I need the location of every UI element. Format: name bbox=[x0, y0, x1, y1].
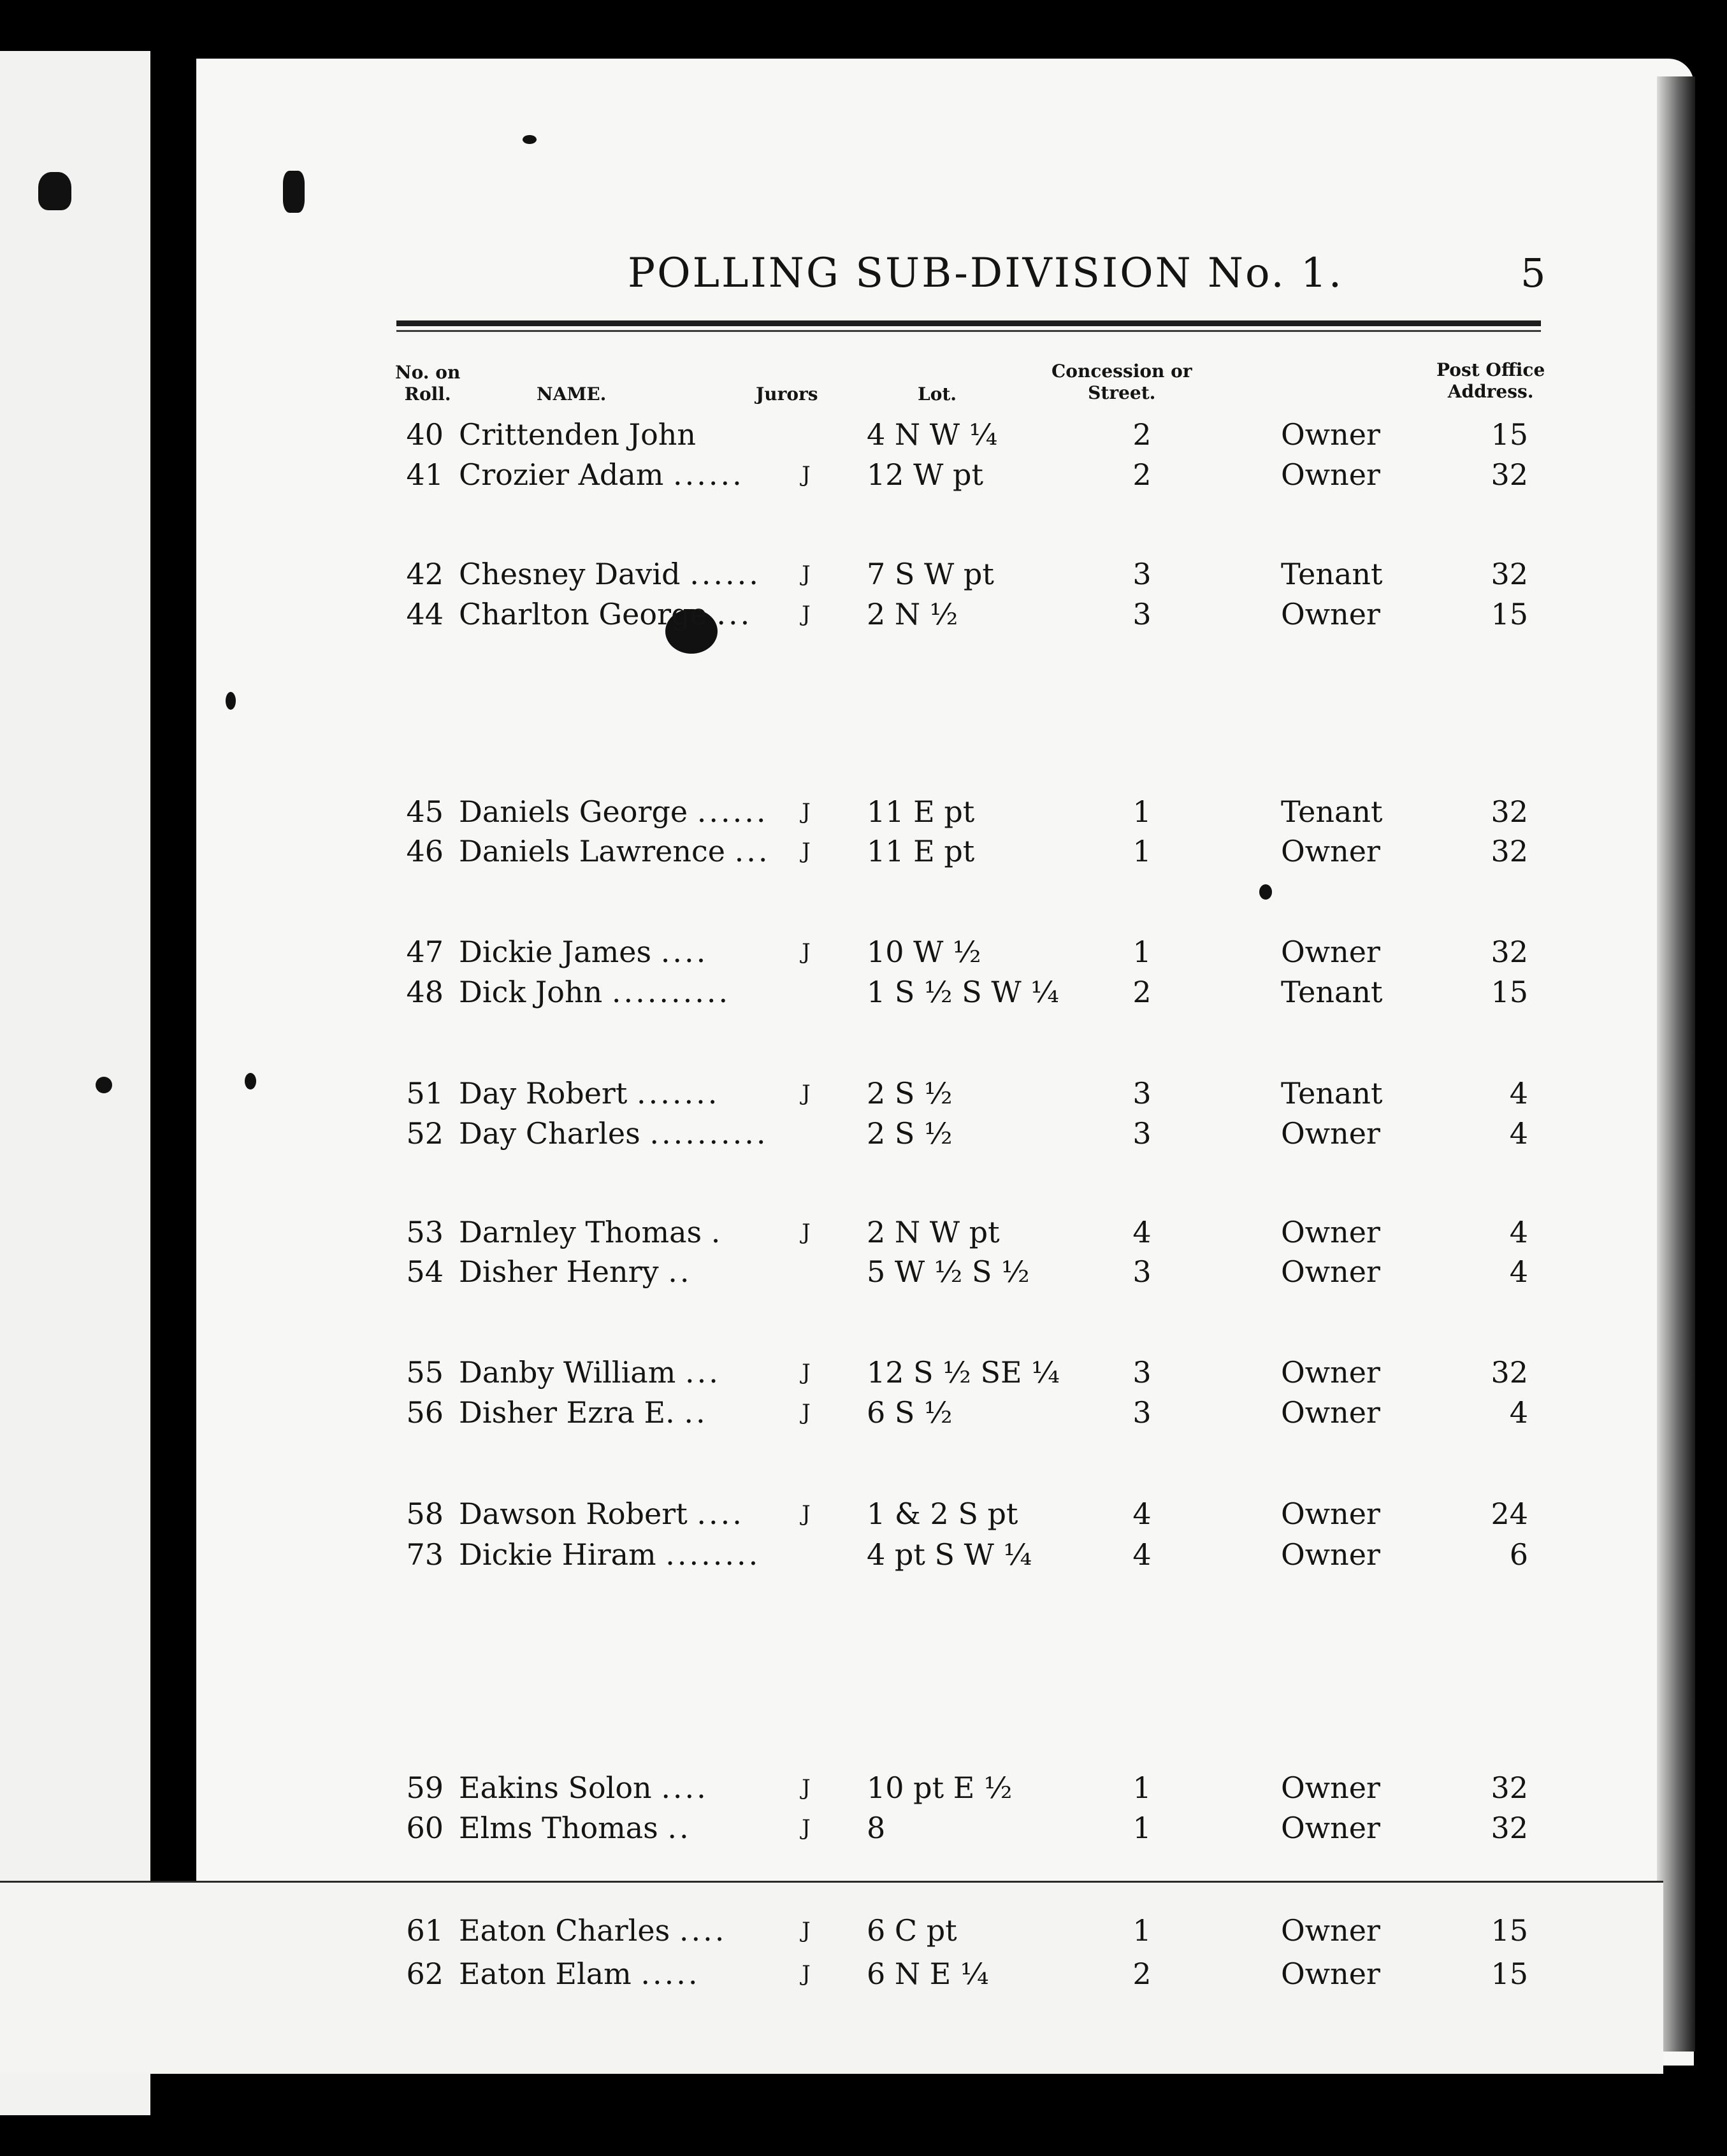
voter-name: Crittenden John bbox=[459, 417, 697, 452]
lot: 11 E pt bbox=[867, 834, 975, 868]
table-row bbox=[0, 933, 1727, 971]
lot: 12 W pt bbox=[867, 457, 983, 492]
voter-name: Elms Thomas .. bbox=[459, 1811, 691, 1845]
table-row bbox=[0, 1495, 1727, 1533]
table-row bbox=[0, 415, 1727, 454]
voter-name: Day Charles .......... bbox=[459, 1116, 769, 1151]
roll-number: 73 bbox=[406, 1537, 444, 1572]
ink-spot bbox=[38, 172, 71, 210]
ink-spot bbox=[226, 692, 236, 710]
voter-name: Eaton Elam ..... bbox=[459, 1957, 700, 1991]
lot: 10 pt E ½ bbox=[867, 1771, 1013, 1805]
tenure-status: Tenant bbox=[1281, 1076, 1383, 1110]
concession: 1 bbox=[1132, 1913, 1152, 1948]
concession: 1 bbox=[1132, 1771, 1152, 1805]
voter-name: Dawson Robert .... bbox=[459, 1497, 744, 1531]
juror-mark: J bbox=[802, 1815, 811, 1841]
table-row bbox=[0, 456, 1727, 494]
ink-spot bbox=[283, 171, 305, 213]
roll-number: 58 bbox=[406, 1497, 444, 1531]
concession: 3 bbox=[1132, 1116, 1152, 1151]
post-office: 4 bbox=[1509, 1215, 1528, 1249]
concession: 2 bbox=[1132, 457, 1152, 492]
post-office: 32 bbox=[1491, 1355, 1528, 1390]
voter-name: Dickie Hiram ........ bbox=[459, 1537, 761, 1572]
juror-mark: J bbox=[802, 1081, 811, 1106]
concession: 3 bbox=[1132, 557, 1152, 591]
ink-spot bbox=[1259, 884, 1272, 900]
table-row bbox=[0, 1809, 1727, 1847]
post-office: 32 bbox=[1491, 457, 1528, 492]
roll-number: 44 bbox=[406, 597, 444, 631]
post-office: 4 bbox=[1509, 1254, 1528, 1289]
concession: 3 bbox=[1132, 1076, 1152, 1110]
voter-name: Day Robert ....... bbox=[459, 1076, 720, 1110]
concession: 3 bbox=[1132, 597, 1152, 631]
lot: 4 N W ¼ bbox=[867, 417, 998, 452]
tenure-status: Owner bbox=[1281, 1395, 1380, 1430]
tenure-status: Owner bbox=[1281, 1957, 1380, 1991]
table-row bbox=[0, 832, 1727, 870]
concession: 3 bbox=[1132, 1355, 1152, 1390]
table-row bbox=[0, 1535, 1727, 1574]
column-header-name: NAME. bbox=[537, 384, 607, 405]
voter-name: Daniels George ...... bbox=[459, 794, 769, 829]
table-row bbox=[0, 1393, 1727, 1432]
tenure-status: Owner bbox=[1281, 1254, 1380, 1289]
concession: 4 bbox=[1132, 1537, 1152, 1572]
post-office: 4 bbox=[1509, 1076, 1528, 1110]
table-row bbox=[0, 793, 1727, 831]
table-row bbox=[0, 1074, 1727, 1112]
lot: 5 W ½ S ½ bbox=[867, 1254, 1030, 1289]
roll-number: 52 bbox=[406, 1116, 444, 1151]
post-office: 4 bbox=[1509, 1116, 1528, 1151]
roll-number: 59 bbox=[406, 1771, 444, 1805]
concession: 2 bbox=[1132, 417, 1152, 452]
voter-name: Charlton George ... bbox=[459, 597, 753, 631]
concession: 1 bbox=[1132, 935, 1152, 969]
concession: 2 bbox=[1132, 1957, 1152, 1991]
voter-name: Eakins Solon .... bbox=[459, 1771, 709, 1805]
tenure-status: Owner bbox=[1281, 1355, 1380, 1390]
voter-name: Crozier Adam ...... bbox=[459, 457, 744, 492]
concession: 1 bbox=[1132, 794, 1152, 829]
lot: 8 bbox=[867, 1811, 886, 1845]
lot: 2 N W pt bbox=[867, 1215, 1000, 1249]
juror-mark: J bbox=[802, 1961, 811, 1987]
roll-number: 48 bbox=[406, 975, 444, 1009]
voter-name: Daniels Lawrence ... bbox=[459, 834, 770, 868]
roll-number: 42 bbox=[406, 557, 444, 591]
page-title: POLLING SUB-DIVISION No. 1. bbox=[628, 250, 1344, 297]
table-row bbox=[0, 1114, 1727, 1153]
juror-mark: J bbox=[802, 939, 811, 965]
juror-mark: J bbox=[802, 1360, 811, 1385]
tenure-status: Tenant bbox=[1281, 794, 1383, 829]
voter-name: Danby William ... bbox=[459, 1355, 721, 1390]
roll-number: 45 bbox=[406, 794, 444, 829]
juror-mark: J bbox=[802, 799, 811, 824]
tenure-status: Owner bbox=[1281, 935, 1380, 969]
tenure-status: Owner bbox=[1281, 1537, 1380, 1572]
juror-mark: J bbox=[802, 462, 811, 487]
tenure-status: Tenant bbox=[1281, 975, 1383, 1009]
roll-number: 56 bbox=[406, 1395, 444, 1430]
concession: 4 bbox=[1132, 1497, 1152, 1531]
roll-number: 46 bbox=[406, 834, 444, 868]
lot: 2 S ½ bbox=[867, 1116, 953, 1151]
table-row bbox=[0, 1253, 1727, 1291]
table-row bbox=[0, 1911, 1727, 1950]
roll-number: 53 bbox=[406, 1215, 444, 1249]
post-office: 15 bbox=[1491, 975, 1528, 1009]
table-row bbox=[0, 555, 1727, 593]
concession: 3 bbox=[1132, 1254, 1152, 1289]
concession: 4 bbox=[1132, 1215, 1152, 1249]
header-rule bbox=[396, 320, 1541, 326]
juror-mark: J bbox=[802, 1775, 811, 1800]
voter-name: Disher Ezra E. .. bbox=[459, 1395, 708, 1430]
voter-name: Disher Henry .. bbox=[459, 1254, 692, 1289]
header-rule-thin bbox=[396, 330, 1541, 332]
juror-mark: J bbox=[802, 561, 811, 587]
roll-number: 61 bbox=[406, 1913, 444, 1948]
voter-name: Darnley Thomas . bbox=[459, 1215, 723, 1249]
post-office: 32 bbox=[1491, 834, 1528, 868]
voter-name: Dickie James .... bbox=[459, 935, 709, 969]
roll-number: 55 bbox=[406, 1355, 444, 1390]
tenure-status: Owner bbox=[1281, 1215, 1380, 1249]
roll-number: 40 bbox=[406, 417, 444, 452]
lot: 4 pt S W ¼ bbox=[867, 1537, 1032, 1572]
table-row bbox=[0, 1213, 1727, 1251]
tenure-status: Owner bbox=[1281, 597, 1380, 631]
post-office: 15 bbox=[1491, 1913, 1528, 1948]
tenure-status: Owner bbox=[1281, 1913, 1380, 1948]
tenure-status: Owner bbox=[1281, 1811, 1380, 1845]
column-header-lot: Lot. bbox=[918, 384, 957, 405]
table-row bbox=[0, 595, 1727, 633]
roll-number: 41 bbox=[406, 457, 444, 492]
juror-mark: J bbox=[802, 1219, 811, 1245]
roll-number: 47 bbox=[406, 935, 444, 969]
lot: 7 S W pt bbox=[867, 557, 994, 591]
lot: 10 W ½ bbox=[867, 935, 981, 969]
lot: 6 N E ¼ bbox=[867, 1957, 989, 1991]
voter-name: Chesney David ...... bbox=[459, 557, 761, 591]
juror-mark: J bbox=[802, 1501, 811, 1527]
tenure-status: Owner bbox=[1281, 1116, 1380, 1151]
tenure-status: Owner bbox=[1281, 834, 1380, 868]
post-office: 15 bbox=[1491, 417, 1528, 452]
concession: 1 bbox=[1132, 834, 1152, 868]
tenure-status: Owner bbox=[1281, 417, 1380, 452]
juror-mark: J bbox=[802, 1918, 811, 1943]
table-row bbox=[0, 1955, 1727, 1993]
column-header-jurors: Jurors bbox=[756, 384, 818, 405]
roll-number: 54 bbox=[406, 1254, 444, 1289]
lot: 1 S ½ S W ¼ bbox=[867, 975, 1059, 1009]
lot: 2 N ½ bbox=[867, 597, 958, 631]
table-row bbox=[0, 973, 1727, 1011]
post-office: 4 bbox=[1509, 1395, 1528, 1430]
post-office: 32 bbox=[1491, 794, 1528, 829]
post-office: 24 bbox=[1491, 1497, 1528, 1531]
tenure-status: Tenant bbox=[1281, 557, 1383, 591]
tenure-status: Owner bbox=[1281, 1771, 1380, 1805]
juror-mark: J bbox=[802, 838, 811, 864]
tenure-status: Owner bbox=[1281, 457, 1380, 492]
page-edge-shadow bbox=[1657, 76, 1695, 2052]
juror-mark: J bbox=[802, 1400, 811, 1425]
column-header-roll: No. on Roll. bbox=[395, 362, 461, 405]
column-header-concession: Concession or Street. bbox=[1051, 361, 1192, 403]
concession: 2 bbox=[1132, 975, 1152, 1009]
concession: 1 bbox=[1132, 1811, 1152, 1845]
column-header-post-office: Post Office Address. bbox=[1436, 359, 1545, 402]
roll-number: 62 bbox=[406, 1957, 444, 1991]
post-office: 6 bbox=[1509, 1537, 1528, 1572]
table-row bbox=[0, 1769, 1727, 1807]
lot: 12 S ½ SE ¼ bbox=[867, 1355, 1060, 1390]
voter-name: Dick John .......... bbox=[459, 975, 731, 1009]
page-number: 5 bbox=[1521, 250, 1546, 296]
ink-spot bbox=[523, 135, 537, 144]
post-office: 32 bbox=[1491, 557, 1528, 591]
tenure-status: Owner bbox=[1281, 1497, 1380, 1531]
lot: 6 C pt bbox=[867, 1913, 957, 1948]
lot: 2 S ½ bbox=[867, 1076, 953, 1110]
post-office: 32 bbox=[1491, 935, 1528, 969]
post-office: 32 bbox=[1491, 1811, 1528, 1845]
lot: 1 & 2 S pt bbox=[867, 1497, 1018, 1531]
concession: 3 bbox=[1132, 1395, 1152, 1430]
table-row bbox=[0, 1353, 1727, 1391]
post-office: 15 bbox=[1491, 597, 1528, 631]
lot: 6 S ½ bbox=[867, 1395, 953, 1430]
roll-number: 51 bbox=[406, 1076, 444, 1110]
roll-number: 60 bbox=[406, 1811, 444, 1845]
voter-name: Eaton Charles .... bbox=[459, 1913, 727, 1948]
post-office: 32 bbox=[1491, 1771, 1528, 1805]
post-office: 15 bbox=[1491, 1957, 1528, 1991]
lot: 11 E pt bbox=[867, 794, 975, 829]
juror-mark: J bbox=[802, 601, 811, 627]
